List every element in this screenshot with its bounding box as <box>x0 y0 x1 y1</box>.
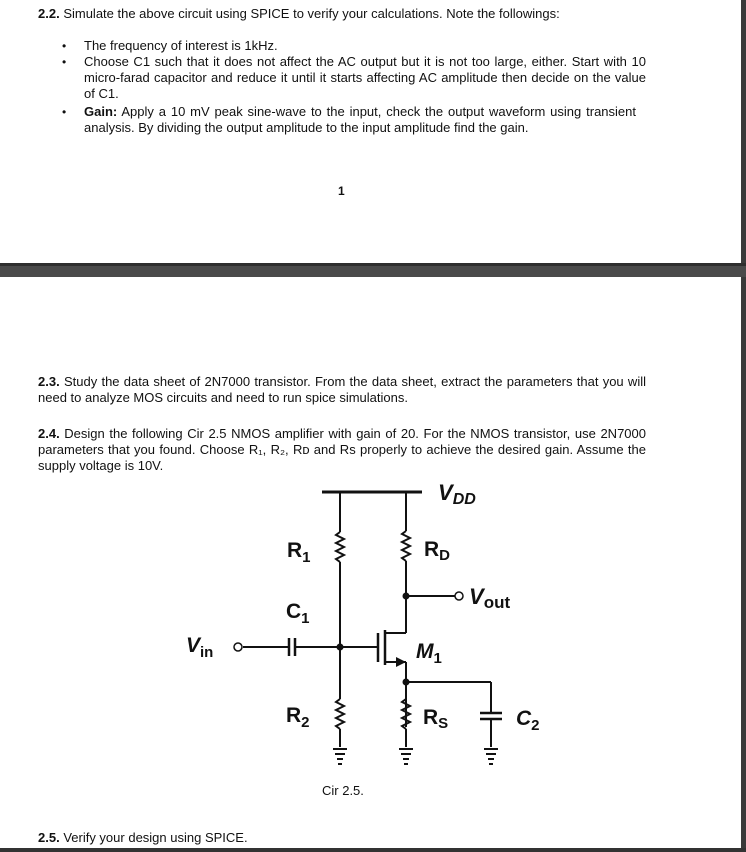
page-bottom-edge <box>0 848 746 852</box>
vin-label: $V_{in}$ <box>186 634 214 661</box>
bullet-item-1: The frequency of interest is 1kHz. <box>84 38 278 53</box>
bullet-icon: • <box>62 39 67 53</box>
r1-label: $R_1$ <box>287 539 311 566</box>
vout-label: Vout <box>469 584 511 612</box>
bullet-icon: • <box>62 55 67 69</box>
section-2-4: 2.4. Design the following Cir 2.5 NMOS amplifier with gain of 20. For the NMOS transistor, use 2N7000 parameters that you found. Choose R₁, R₂, Rᴅ and Rs properly to achieve the desired gain. Assume the supply voltage is 10V. <box>38 426 646 473</box>
ground-icon <box>333 749 347 764</box>
r2-resistor-icon <box>336 699 344 729</box>
bullet-item-2: Choose C1 such that it does not affect the AC output but it is not too large, either. Start with 10 micro-farad capacitor and reduce it until it starts affecting AC amplitude then decide on the value of C1. <box>84 54 646 101</box>
page-gap <box>0 263 746 277</box>
junction-dot <box>403 679 410 686</box>
rd-resistor-icon <box>402 531 410 561</box>
junction-dot <box>337 644 344 651</box>
m1-label: $M_1$ <box>416 640 442 667</box>
bullet-icon: • <box>62 105 67 119</box>
section-2-5: 2.5. Verify your design using SPICE. <box>38 830 248 845</box>
vout-terminal-icon <box>455 592 463 600</box>
r2-label: $R_2$ <box>286 704 310 731</box>
rs-label: RS <box>423 706 449 732</box>
ground-icon <box>484 749 498 764</box>
r1-resistor-icon <box>336 532 344 562</box>
circuit-caption: Cir 2.5. <box>322 783 364 798</box>
source-arrow-icon <box>396 657 406 667</box>
window-right-edge <box>741 0 746 852</box>
section-2-3: 2.3. Study the data sheet of 2N7000 transistor. From the data sheet, extract the parameters that you will need to analyze MOS circuits and need to run spice simulations. <box>38 374 646 405</box>
ground-icon <box>399 749 413 764</box>
rd-label: RD <box>424 538 451 564</box>
c1-label: $C_1$ <box>286 600 310 627</box>
section-2-2-heading <box>38 6 560 22</box>
c2-label: $C_2$ <box>516 707 540 734</box>
section-text: Simulate the above circuit using SPICE to verify your calculations. Note the followings: <box>63 6 560 21</box>
vdd-label: VDD <box>438 480 476 508</box>
document-page-2 <box>0 277 741 852</box>
vin-terminal-icon <box>234 643 242 651</box>
junction-dot <box>403 593 410 600</box>
nmos-amplifier-schematic <box>0 277 741 852</box>
section-number: 2.2. <box>38 6 60 21</box>
page-number: 1 <box>338 184 345 198</box>
document-page-1 <box>0 0 741 263</box>
bullet-item-3: Gain: Apply a 10 mV peak sine-wave to the input, check the output waveform using transient analysis. By dividing the output amplitude to the input amplitude find the gain. <box>84 104 636 135</box>
